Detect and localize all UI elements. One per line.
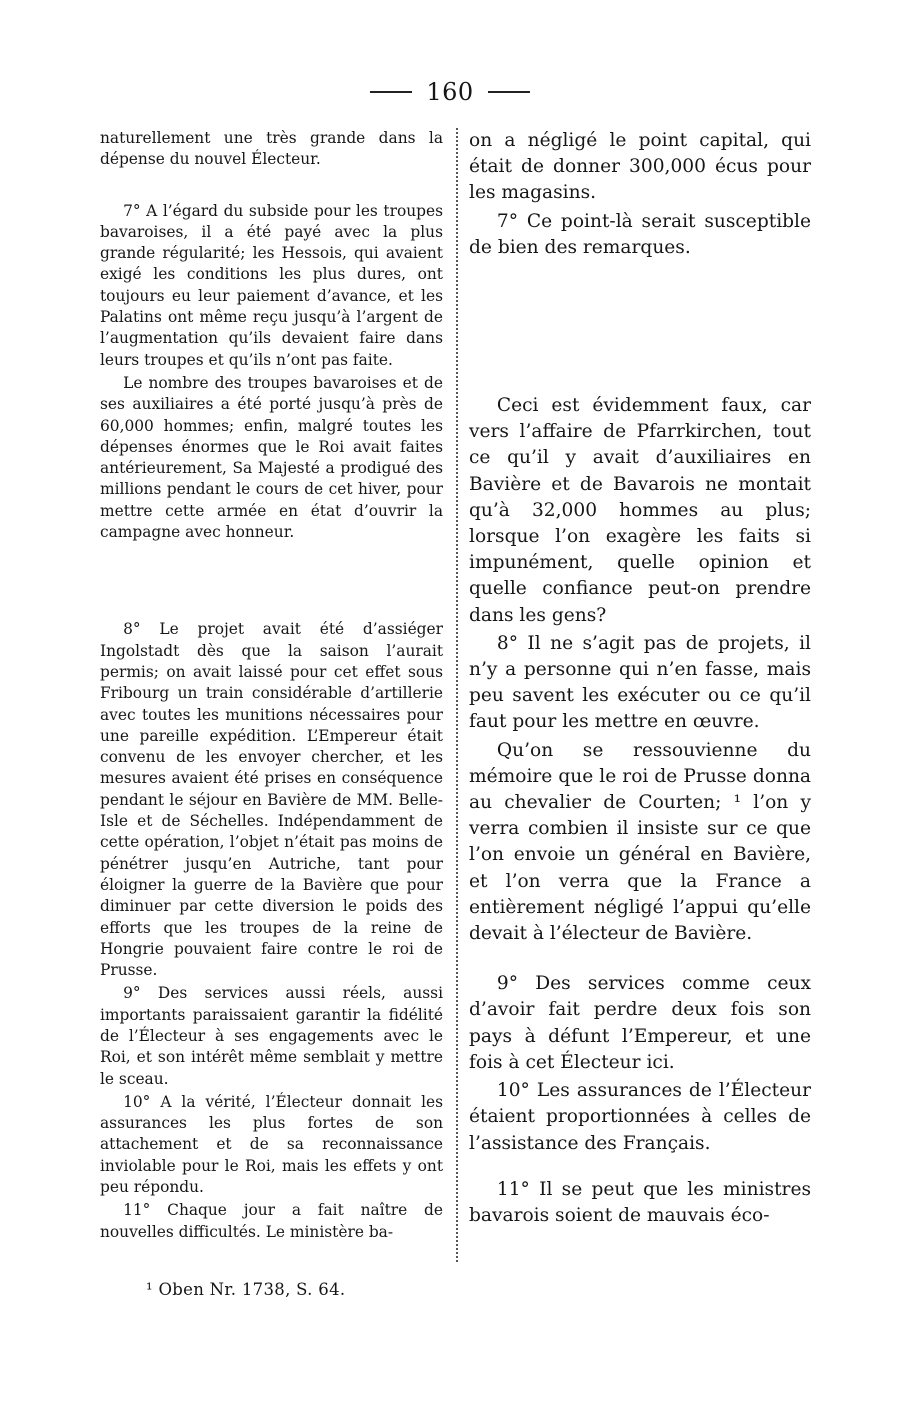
left-paragraph: 8° Le projet avait été d’assiéger Ingolstadt dès que la saison l’aurait permis; on avait laissé pour cet effet sous Fribourg un train considérable d’artillerie avec toutes les munitions nécessaires pour une pareille expédition. L’Empereur était convenu de les envoyer chercher, et les mesures avaient été prises en conséquence pendant le séjour en Bavière de MM. Belle-Isle et de Séchelles. Indépendamment de cette opération, l’objet n’était pas moins de pénétrer jusqu’en Autriche, tant pour éloigner la guerre de la Bavière que pour diminuer par cette diversion le poids des efforts que les troupes de la reine de Hongrie pouvaient faire contre le roi de Prusse. bbox=[100, 620, 443, 980]
header-rule-left bbox=[370, 91, 412, 92]
left-paragraph: naturellement une très grande dans la dépense du nouvel Électeur. bbox=[100, 129, 443, 169]
right-paragraph: 9° Des services comme ceux d’avoir fait perdre deux fois son pays à défunt l’Empereur, et une fois à cet Électeur ici. bbox=[469, 973, 811, 1073]
left-paragraph: 11° Chaque jour a fait naître de nouvelles difficultés. Le ministère ba- bbox=[100, 1201, 443, 1241]
footnote: ¹ Oben Nr. 1738, S. 64. bbox=[146, 1280, 346, 1299]
right-paragraph: on a négligé le point capital, qui était de donner 300,000 écus pour les magasins. bbox=[469, 130, 811, 204]
right-paragraph: Qu’on se ressouvienne du mémoire que le roi de Prusse donna au chevalier de Courten; ¹ l’on y verra combien il insiste sur ce que l’on envoie un général en Bavière, et l’on verra que la France a entièrement négligé l’appui qu’elle devait à l’électeur de Bavière. bbox=[469, 739, 811, 945]
right-paragraph: 7° Ce point-là serait susceptible de bien des remarques. bbox=[469, 210, 811, 258]
left-paragraph: 10° A la vérité, l’Électeur donnait les assurances les plus fortes de son attachement et de sa reconnaissance inviolable pour le Roi, mais les effets y ont peu répondu. bbox=[100, 1092, 443, 1197]
right-paragraph: Ceci est évidemment faux, car vers l’affaire de Pfarrkirchen, tout ce qu’il y avait d’auxiliaires en Bavière et de Bavarois ne montait qu’à 32,000 hommes au plus; lorsque l’on exagère les faits si impunément, quelle opinion et quelle confiance peut-on prendre dans les gens? bbox=[469, 395, 811, 626]
left-paragraph: 7° A l’égard du subside pour les troupes bavaroises, il a été payé avec la plus grande régularité; les Hessois, qui avaient exigé les conditions les plus dures, ont toujours eu leur paiement d’avance, et les Palatins ont même reçu jusqu’à l’argent de l’augmentation qu’ils devaient faire dans leurs troupes et qu’ils n’ont pas faite. bbox=[100, 201, 443, 369]
column-divider bbox=[456, 128, 458, 1262]
right-paragraph: 8° Il ne s’agit pas de projets, il n’y a personne qui n’en fasse, mais peu savent les exécuter ou ce qu’il faut pour les mettre en œuvre. bbox=[469, 632, 811, 733]
left-paragraph: 9° Des services aussi réels, aussi importants paraissaient garantir la fidélité de l’Électeur à ses engagements avec le Roi, et son intérêt même semblait y mettre le sceau. bbox=[100, 984, 443, 1088]
left-column bbox=[100, 128, 443, 1243]
page-header bbox=[0, 78, 900, 106]
left-paragraph: Le nombre des troupes bavaroises et de ses auxiliaires a été porté jusqu’à près de 60,000 hommes; enfin, malgré toutes les dépenses énormes que le Roi avait faites antérieurement, Sa Majesté a prodigué des millions pendant le cours de cet hiver, pour mettre cette armée en état d’ouvrir la campagne avec honneur. bbox=[100, 373, 443, 542]
right-column bbox=[469, 128, 811, 1229]
right-paragraph: 11° Il se peut que les ministres bavarois soient de mauvais éco- bbox=[469, 1178, 811, 1226]
header-rule-right bbox=[488, 91, 530, 92]
right-paragraph: 10° Les assurances de l’Électeur étaient proportionnées à celles de l’assistance des Français. bbox=[469, 1080, 811, 1154]
page-number: 160 bbox=[426, 78, 474, 106]
